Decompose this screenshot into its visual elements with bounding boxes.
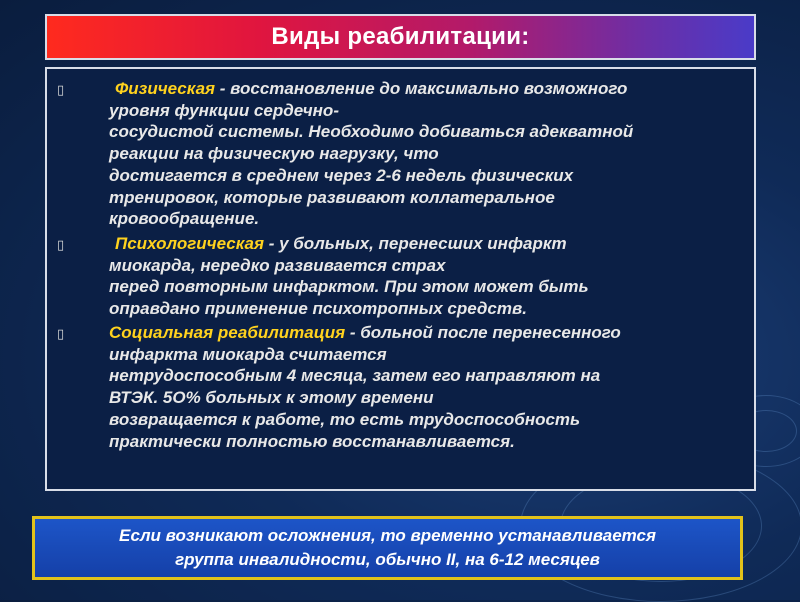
footer-note xyxy=(32,516,743,580)
list-item-physical xyxy=(47,78,747,230)
list-item-text xyxy=(109,322,747,452)
bullet-icon: ▯ xyxy=(57,82,65,97)
list-item-text xyxy=(109,233,747,320)
term-highlight: Социальная реабилитация xyxy=(109,323,346,342)
term-highlight: Психологическая xyxy=(115,234,264,253)
slide-title: Виды реабилитации: xyxy=(271,23,530,50)
list-item-psychological xyxy=(47,233,747,320)
title-bar xyxy=(45,14,756,60)
footer-text: Если возникают осложнения, то временно устанавливается группа инвалидности, обычно II, на 6-12 месяцев xyxy=(118,526,657,569)
bullet-icon: ▯ xyxy=(57,237,65,252)
term-description: - больной после перенесенного инфаркта миокарда считается нетрудоспособным 4 месяца, затем его направляют на ВТЭК. 5О% больных к этому времени возвращается к работе, то есть трудоспособность практически полностью восстанавливается. xyxy=(109,323,621,451)
bullet-icon: ▯ xyxy=(57,326,65,341)
term-highlight: Физическая xyxy=(115,79,216,98)
term-description: - восстановление до максимально возможного уровня функции сердечно- сосудистой системы. Необходимо добиваться адекватной реакции на физическую нагрузку, что достигается в среднем через 2-6 недель физических тренировок, которые развивают коллатеральное кровообращение. xyxy=(109,79,634,229)
list-item-text xyxy=(109,78,747,230)
content-panel xyxy=(45,67,756,491)
term-description: - у больных, перенесших инфаркт миокарда, нередко развивается страх перед повторным инфарктом. При этом может быть оправдано применение психотропных средств. xyxy=(109,234,589,319)
list-item-social xyxy=(47,322,747,452)
